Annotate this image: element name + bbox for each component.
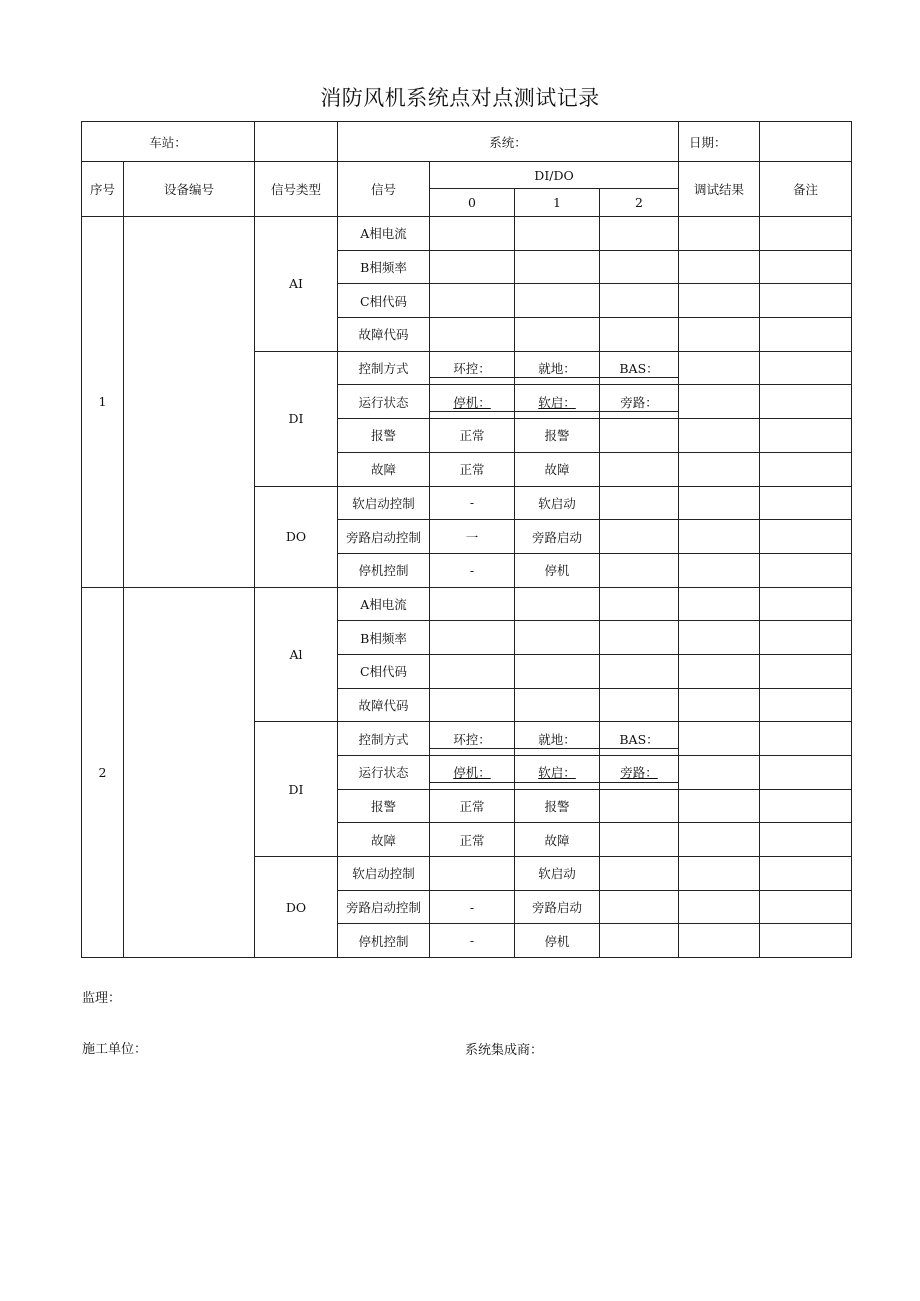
column-header-row (82, 162, 852, 189)
station-label: 车站： (82, 122, 255, 162)
remark-cell[interactable] (760, 520, 852, 554)
result-cell[interactable] (679, 924, 760, 958)
result-cell[interactable] (679, 419, 760, 453)
col-device: 设备编号 (124, 162, 255, 217)
value-1-cell: 就地： (515, 351, 600, 385)
value-1-cell: 停机 (515, 924, 600, 958)
remark-cell[interactable] (760, 890, 852, 924)
result-cell[interactable] (679, 654, 760, 688)
result-cell[interactable] (679, 756, 760, 790)
page-title: 消防风机系统点对点测试记录 (320, 86, 600, 110)
signal-type-ai: Al (255, 587, 338, 722)
signal-type-di: DI (255, 722, 338, 857)
result-cell[interactable] (679, 890, 760, 924)
signal-name: 故障代码 (338, 688, 430, 722)
col-value-0: 0 (430, 189, 515, 217)
result-cell[interactable] (679, 486, 760, 520)
signal-name: 软启动控制 (338, 857, 430, 891)
result-cell[interactable] (679, 250, 760, 284)
col-remark: 备注 (760, 162, 852, 217)
signal-name: 报警 (338, 789, 430, 823)
remark-cell[interactable] (760, 756, 852, 790)
station-value-cell[interactable] (255, 122, 338, 162)
value-0-cell-text: 停机： (453, 394, 491, 410)
value-0-cell (430, 857, 515, 891)
date-label: 日期： (679, 122, 760, 162)
value-0-cell[interactable] (430, 217, 515, 251)
value-0-cell[interactable] (430, 284, 515, 318)
result-cell[interactable] (679, 217, 760, 251)
device-id-cell[interactable] (124, 587, 255, 958)
supervisor-label: 监理： (82, 991, 122, 1006)
signal-name: 控制方式 (338, 722, 430, 756)
value-0-cell: - (430, 890, 515, 924)
value-2-cell: BAS： (600, 351, 679, 385)
value-1-cell[interactable] (515, 587, 600, 621)
remark-cell[interactable] (760, 250, 852, 284)
value-1-cell (515, 756, 600, 790)
value-2-cell[interactable] (600, 654, 679, 688)
remark-cell[interactable] (760, 217, 852, 251)
remark-cell[interactable] (760, 486, 852, 520)
value-0-cell: - (430, 486, 515, 520)
value-1-cell: 故障 (515, 452, 600, 486)
value-2-cell[interactable] (600, 823, 679, 857)
value-2-cell[interactable] (600, 520, 679, 554)
value-2-cell (600, 756, 679, 790)
value-1-cell: 旁路启动 (515, 890, 600, 924)
col-dido: DI/DO (430, 162, 679, 189)
value-2-cell[interactable] (600, 284, 679, 318)
seq-cell: 2 (82, 587, 124, 958)
value-0-cell (430, 385, 515, 419)
signal-name: 报警 (338, 419, 430, 453)
signal-type-do: DO (255, 857, 338, 958)
value-1-cell[interactable] (515, 318, 600, 352)
signal-name: 故障 (338, 452, 430, 486)
remark-cell[interactable] (760, 924, 852, 958)
value-2-cell[interactable] (600, 250, 679, 284)
remark-cell[interactable] (760, 284, 852, 318)
table-row (82, 217, 852, 251)
col-result: 调试结果 (679, 162, 760, 217)
result-cell[interactable] (679, 452, 760, 486)
header-row (82, 122, 852, 162)
value-2-cell[interactable] (600, 553, 679, 587)
value-2-cell: BAS： (600, 722, 679, 756)
value-2-cell[interactable] (600, 789, 679, 823)
result-cell[interactable] (679, 857, 760, 891)
value-2-cell[interactable] (600, 890, 679, 924)
col-signal: 信号 (338, 162, 430, 217)
signal-name: 停机控制 (338, 924, 430, 958)
value-0-cell: 正常 (430, 789, 515, 823)
value-2-cell[interactable] (600, 587, 679, 621)
signal-name: 运行状态 (338, 756, 430, 790)
remark-cell[interactable] (760, 688, 852, 722)
signal-name: 运行状态 (338, 385, 430, 419)
value-0-cell: 环控： (430, 722, 515, 756)
value-0-cell: - (430, 553, 515, 587)
value-1-cell: 就地： (515, 722, 600, 756)
signal-type-ai: AI (255, 217, 338, 352)
seq-cell: 1 (82, 217, 124, 588)
value-0-cell[interactable] (430, 587, 515, 621)
signal-type-do: DO (255, 486, 338, 587)
signal-name: 控制方式 (338, 351, 430, 385)
result-cell[interactable] (679, 284, 760, 318)
result-cell[interactable] (679, 621, 760, 655)
remark-cell[interactable] (760, 385, 852, 419)
col-signal-type: 信号类型 (255, 162, 338, 217)
value-0-cell[interactable] (430, 688, 515, 722)
result-cell[interactable] (679, 688, 760, 722)
test-record-table (81, 121, 852, 958)
signal-name: B相频率 (338, 250, 430, 284)
value-1-cell: 软启动 (515, 486, 600, 520)
value-0-cell: - (430, 924, 515, 958)
result-cell[interactable] (679, 722, 760, 756)
value-2-cell[interactable] (600, 318, 679, 352)
value-0-cell: 正常 (430, 419, 515, 453)
value-1-cell[interactable] (515, 250, 600, 284)
value-0-cell: 一 (430, 520, 515, 554)
value-1-cell[interactable] (515, 284, 600, 318)
remark-cell[interactable] (760, 789, 852, 823)
value-1-cell: 旁路启动 (515, 520, 600, 554)
signal-name: A相电流 (338, 587, 430, 621)
signal-name: 旁路启动控制 (338, 890, 430, 924)
value-1-cell: 故障 (515, 823, 600, 857)
value-2-cell[interactable] (600, 486, 679, 520)
signal-name: A相电流 (338, 217, 430, 251)
signal-name: 软启动控制 (338, 486, 430, 520)
value-1-cell: 报警 (515, 789, 600, 823)
remark-cell[interactable] (760, 351, 852, 385)
signal-name: 故障 (338, 823, 430, 857)
result-cell[interactable] (679, 587, 760, 621)
value-1-cell-text: 软启： (538, 394, 576, 410)
table-row (82, 587, 852, 621)
date-value-cell[interactable] (760, 122, 852, 162)
result-cell[interactable] (679, 553, 760, 587)
integrator-label: 系统集成商： (465, 1043, 544, 1058)
signal-name: C相代码 (338, 284, 430, 318)
remark-cell[interactable] (760, 587, 852, 621)
result-cell[interactable] (679, 823, 760, 857)
value-2-cell[interactable] (600, 419, 679, 453)
signal-name: B相频率 (338, 621, 430, 655)
value-0-cell[interactable] (430, 654, 515, 688)
result-cell[interactable] (679, 385, 760, 419)
signal-name: 故障代码 (338, 318, 430, 352)
value-2-cell-text: 旁路： (620, 765, 658, 781)
result-cell[interactable] (679, 789, 760, 823)
remark-cell[interactable] (760, 419, 852, 453)
device-id-cell[interactable] (124, 217, 255, 588)
value-1-cell: 停机 (515, 553, 600, 587)
col-seq: 序号 (82, 162, 124, 217)
signal-name: C相代码 (338, 654, 430, 688)
result-cell[interactable] (679, 520, 760, 554)
value-0-cell (430, 756, 515, 790)
value-2-cell[interactable] (600, 924, 679, 958)
remark-cell[interactable] (760, 553, 852, 587)
remark-cell[interactable] (760, 621, 852, 655)
value-1-cell-text: 软启： (538, 765, 576, 781)
col-value-2: 2 (600, 189, 679, 217)
remark-cell[interactable] (760, 823, 852, 857)
remark-cell[interactable] (760, 318, 852, 352)
value-0-cell[interactable] (430, 621, 515, 655)
value-1-cell: 软启动 (515, 857, 600, 891)
result-cell[interactable] (679, 351, 760, 385)
value-2-cell: 旁路： (600, 385, 679, 419)
value-0-cell[interactable] (430, 250, 515, 284)
value-0-cell: 正常 (430, 452, 515, 486)
value-1-cell: 报警 (515, 419, 600, 453)
signal-name: 旁路启动控制 (338, 520, 430, 554)
value-1-cell (515, 385, 600, 419)
value-0-cell: 环控： (430, 351, 515, 385)
signal-type-di: DI (255, 351, 338, 486)
remark-cell[interactable] (760, 722, 852, 756)
value-1-cell[interactable] (515, 688, 600, 722)
value-0-cell[interactable] (430, 318, 515, 352)
value-0-cell: 正常 (430, 823, 515, 857)
remark-cell[interactable] (760, 452, 852, 486)
contractor-label: 施工单位： (82, 1042, 148, 1057)
value-0-cell-text: 停机： (453, 765, 491, 781)
value-2-cell[interactable] (600, 621, 679, 655)
remark-cell[interactable] (760, 857, 852, 891)
value-2-cell[interactable] (600, 217, 679, 251)
result-cell[interactable] (679, 318, 760, 352)
value-1-cell[interactable] (515, 217, 600, 251)
value-2-cell[interactable] (600, 857, 679, 891)
value-1-cell[interactable] (515, 621, 600, 655)
value-2-cell[interactable] (600, 452, 679, 486)
value-1-cell[interactable] (515, 654, 600, 688)
remark-cell[interactable] (760, 654, 852, 688)
col-value-1: 1 (515, 189, 600, 217)
signal-name: 停机控制 (338, 553, 430, 587)
system-label: 系统： (338, 122, 679, 162)
value-2-cell[interactable] (600, 688, 679, 722)
